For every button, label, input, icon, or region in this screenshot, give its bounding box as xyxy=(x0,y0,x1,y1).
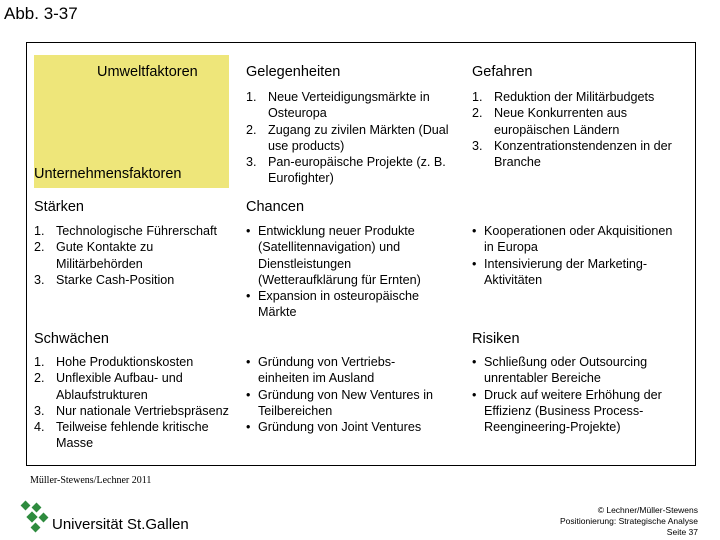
staerken-gefahren-list xyxy=(472,223,682,288)
list-item: • Druck auf weitere Erhöhung der Effizienz (Business Process-Reengineering-Projekte) xyxy=(472,387,662,435)
staerken-list xyxy=(34,223,219,288)
list-item: • Intensivierung der Marketing-Aktivitäten xyxy=(472,256,648,287)
unternehmensfaktoren-label: Unternehmensfaktoren xyxy=(34,166,182,182)
list-item: • Entwicklung neuer Produkte (Satellitennavigation) und Dienstleistungen (Wetteraufklärung für Ernten) xyxy=(246,224,421,287)
university-logo-icon xyxy=(20,500,52,534)
list-item: • Kooperationen oder Akquisitionen in Europa xyxy=(472,224,673,255)
university-logo-text: Universität St.Gallen xyxy=(52,516,189,533)
chancen-list xyxy=(246,223,451,321)
chancen-header: Chancen xyxy=(246,199,305,215)
list-item: • Gründung von Joint Ventures xyxy=(246,420,422,435)
gelegenheiten-list xyxy=(246,89,461,187)
copyright-footer xyxy=(560,505,698,538)
list-item: 3. Pan-europäische Projekte (z. B. Eurofighter) xyxy=(246,155,446,186)
list-item: 2. Zugang zu zivilen Märkten (Dual use products) xyxy=(246,122,449,153)
schwaechen-list xyxy=(34,354,229,452)
staerken-header: Stärken xyxy=(34,199,84,215)
list-item: 2. Gute Kontakte zu Militärbehörden xyxy=(34,240,154,271)
list-item: 2. Unflexible Aufbau- und Ablaufstrukturen xyxy=(34,371,183,402)
list-item: 1. Reduktion der Militärbudgets xyxy=(472,90,655,104)
list-item: 2. Neue Konkurrenten aus europäischen Ländern xyxy=(472,106,628,137)
list-item: • Gründung von Vertriebs-einheiten im Ausland xyxy=(246,355,396,386)
list-item: 4. Teilweise fehlende kritische Masse xyxy=(34,420,209,451)
list-item: 3. Konzentrationstendenzen in der Branche xyxy=(472,138,672,170)
footer-copyright: © Lechner/Müller-Stewens xyxy=(597,505,698,515)
list-item: 1. Neue Verteidigungsmärkte in Osteuropa xyxy=(246,90,430,121)
list-item: 3. Nur nationale Vertriebspräsenz xyxy=(34,403,229,418)
gefahren-list xyxy=(472,89,682,170)
footer-topic: Positionierung: Strategische Analyse xyxy=(560,516,698,526)
list-item: 1. Hohe Produktionskosten xyxy=(34,355,194,369)
list-item: • Schließung oder Outsourcing unrentabler Bereiche xyxy=(472,355,648,386)
list-item: • Expansion in osteuropäische Märkte xyxy=(246,289,420,320)
gelegenheiten-header: Gelegenheiten xyxy=(246,64,341,80)
slide-title: Abb. 3-37 xyxy=(4,4,78,23)
footer-page: Seite 37 xyxy=(666,527,698,537)
list-item: 3. Starke Cash-Position xyxy=(34,272,175,287)
risiken-header: Risiken xyxy=(472,331,520,347)
gefahren-header: Gefahren xyxy=(472,64,533,80)
list-item: 1. Technologische Führerschaft xyxy=(34,224,218,238)
umweltfaktoren-label: Umweltfaktoren xyxy=(97,64,198,80)
schwaechen-header: Schwächen xyxy=(34,331,109,347)
source-citation: Müller-Stewens/Lechner 2011 xyxy=(30,475,152,486)
list-item: • Gründung von New Ventures in Teilbereichen xyxy=(246,387,434,418)
risiken-list xyxy=(472,354,687,435)
schwaechen-gelegenheiten-list xyxy=(246,354,446,435)
